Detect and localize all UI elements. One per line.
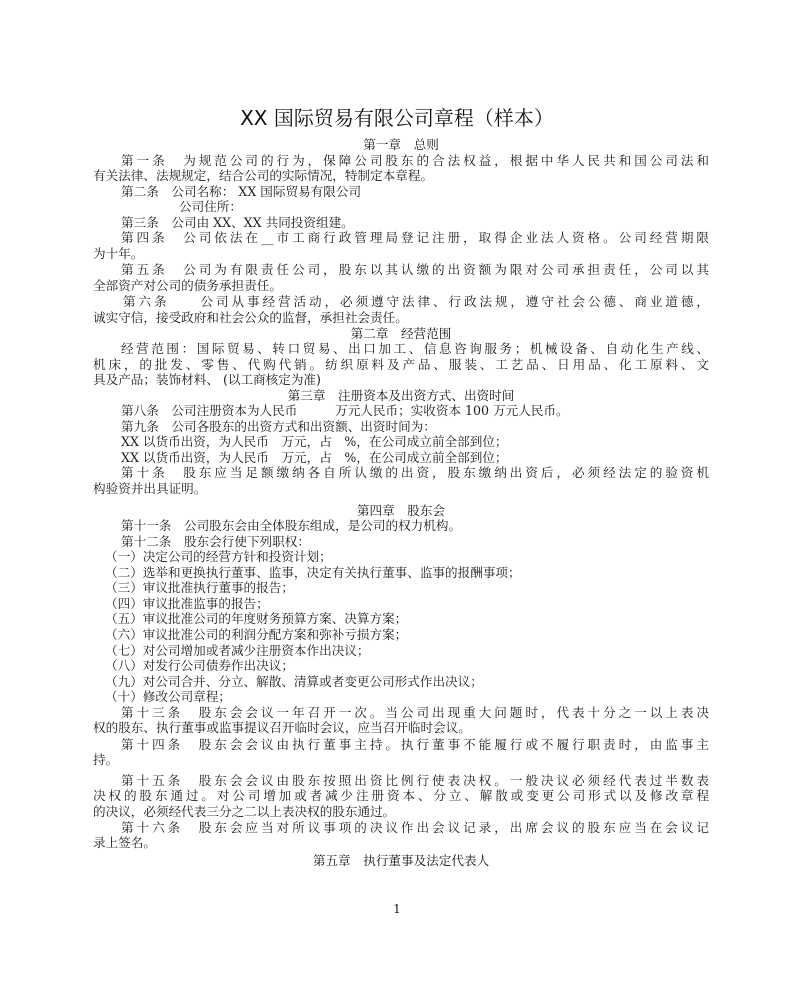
chapter-heading: 第五章 执行董事及法定代表人	[312, 852, 490, 868]
article-line: 第九条 公司各股东的出资方式和出资额、出资时间为：	[121, 418, 436, 434]
article-line: 第十四条 股东会会议由执行董事主持。执行董事不能履行或不履行职责时，由监事主	[121, 736, 709, 752]
list-item: （九）对公司合并、分立、解散、清算或者变更公司形式作出决议；	[105, 673, 483, 689]
document-title: XX 国际贸易有限公司章程（样本）	[240, 106, 554, 130]
article-line: 的决议，必须经代表三分之二以上表决权的股东通过。	[93, 803, 396, 819]
article-line: 机床，的批发、零售、代购代销。纺织原料及产品、服装、工艺品、日用品、化工原料、文	[93, 356, 709, 372]
article-line: 第六条 公司从事经营活动，必须遵守法律、行政法规，遵守社会公德、商业道德，	[123, 294, 709, 310]
article-line: 为十年。	[93, 245, 144, 261]
article-line: 第十二条 股东会行使下列职权：	[121, 533, 310, 549]
article-line: 有关法律、法规规定，结合公司的实际情况，特制定本章程。	[93, 168, 434, 184]
chapter-heading: 第二章 经营范围	[350, 325, 452, 341]
list-item: （六）审议批准公司的利润分配方案和弥补亏损方案；	[105, 626, 408, 642]
page-number: 1	[393, 902, 401, 916]
list-item: （五）审议批准公司的年度财务预算方案、决算方案；	[105, 611, 408, 627]
article-line: XX 以货币出资，为人民币 万元，占 %，在公司成立前全部到位；	[121, 449, 508, 465]
list-item: （一）决定公司的经营方针和投资计划；	[105, 549, 332, 565]
list-item: （三）审议批准执行董事的报告；	[105, 580, 294, 596]
article-line: 录上签名。	[93, 835, 156, 851]
article-line: XX 以货币出资，为人民币 万元，占 %，在公司成立前全部到位；	[121, 434, 508, 450]
list-item: （八）对发行公司债券作出决议；	[105, 658, 294, 674]
chapter-heading: 第一章 总则	[363, 137, 439, 152]
article-line: 第十一条 公司股东会由全体股东组成，是公司的权力机构。	[121, 518, 462, 534]
article-line: 决权的股东通过。对公司增加或者减少注册资本、分立、解散或变更公司形式以及修改章程	[93, 788, 709, 804]
article-line: 全部资产对公司的债务承担责任。	[93, 277, 282, 293]
article-line: 第八条 公司注册资本为人民币 万元人民币；实收资本 100 万元人民币。	[121, 403, 569, 419]
article-line: 经营范围：国际贸易、转口贸易、出口加工、信息咨询服务；机械设备、自动化生产线、	[121, 341, 709, 357]
article-line: 持。	[93, 752, 119, 768]
article-line: 公司住所：	[179, 199, 242, 215]
article-line: 第二条 公司名称： XX 国际贸易有限公司	[121, 183, 362, 199]
chapter-heading: 第四章 股东会	[356, 502, 446, 518]
list-item: （七）对公司增加或者减少注册资本作出决议；	[105, 642, 370, 658]
article-line: 第十五条 股东会会议由股东按照出资比例行使表决权。一般决议必须经代表过半数表	[121, 772, 709, 788]
article-line: 构验资并出具证明。	[93, 481, 207, 497]
article-line: 第一条 为规范公司的行为，保障公司股东的合法权益，根据中华人民共和国公司法和	[121, 152, 709, 168]
list-item: （二）选举和更换执行董事、监事，决定有关执行董事、监事的报酬事项；	[105, 564, 521, 580]
article-line: 第十三条 股东会会议一年召开一次。当公司出现重大问题时，代表十分之一以上表决	[121, 704, 709, 720]
article-line: 诚实守信，接受政府和社会公众的监督，承担社会责任。	[93, 310, 408, 326]
article-line: 第四条 公司依法在__市工商行政管理局登记注册，取得企业法人资格。公司经营期限	[121, 230, 709, 246]
list-item: （十）修改公司章程；	[105, 689, 231, 705]
list-item: （四）审议批准监事的报告；	[105, 595, 269, 611]
chapter-heading: 第三章 注册资本及出资方式、出资时间	[287, 387, 515, 403]
article-line: 权的股东、执行董事或监事提议召开临时会议，应当召开临时会议。	[93, 720, 471, 736]
article-line: 具及产品；装饰材料、 (以工商核定为准)	[93, 372, 321, 388]
article-line: 第三条 公司由 XX、XX 共同投资组建。	[121, 214, 354, 230]
article-line: 第十条 股东应当足额缴纳各自所认缴的出资，股东缴纳出资后，必须经法定的验资机	[121, 465, 709, 481]
article-line: 第五条 公司为有限责任公司，股东以其认缴的出资额为限对公司承担责任，公司以其	[121, 262, 709, 278]
article-line: 第十六条 股东会应当对所议事项的决议作出会议记录，出席会议的股东应当在会议记	[121, 819, 709, 835]
document-body	[93, 137, 709, 868]
